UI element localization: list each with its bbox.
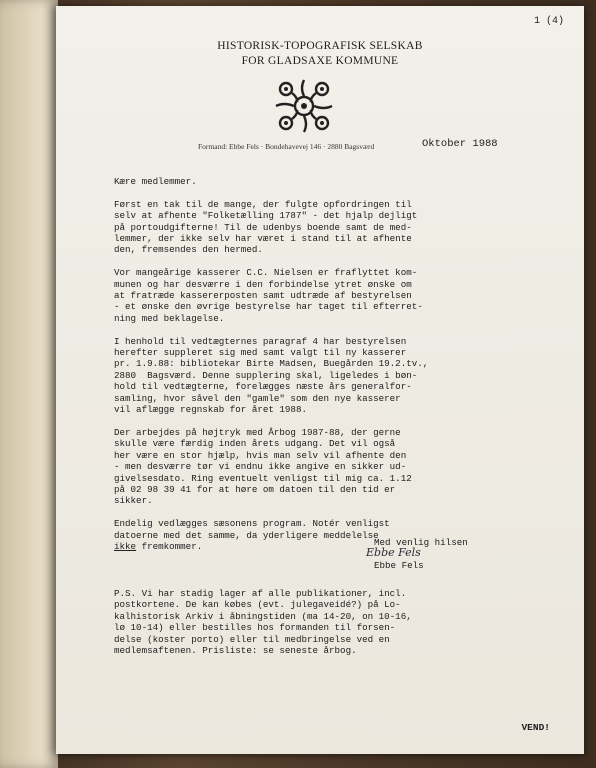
text-line: på 02 98 39 41 for at høre om datoen til den tid er (114, 483, 396, 495)
paragraph-4 (114, 427, 524, 507)
chairman-address: Formand: Ebbe Fels · Bondehavevej 146 · 2880 Bagsværd (198, 142, 375, 151)
ps-line: lø 10-14) eller bestilles hos formanden til forsen- (114, 622, 396, 634)
society-name-line2: FOR GLADSAXE KOMMUNE (241, 55, 399, 67)
paragraph-2 (114, 267, 524, 324)
text-line: Først en tak til de mange, der fulgte opfordringen til (114, 198, 412, 210)
ps-line: medlemsaftenen. Prisliste: se seneste årbog. (114, 645, 357, 657)
text-line: vil aflægge regnskab for året 1988. (114, 404, 307, 416)
text-line: Der arbejdes på højtryk med Årbog 1987-88, der gerne (114, 426, 401, 438)
text-line: lemmer, der ikke selv har været i stand til at afhente (114, 233, 412, 245)
ps-line: kalhistorisk Arkiv i åbningstiden (ma 14-20, on 10-16, (114, 610, 412, 622)
postscript (114, 588, 524, 656)
letter-body (114, 176, 524, 552)
text-line: sikker. (114, 495, 153, 507)
text-line: I henhold til vedtægternes paragraf 4 har bestyrelsen (114, 335, 407, 347)
text-line: skulle være færdig inden årets udgang. Det vil også (114, 438, 396, 450)
text-line: samling, hvor såvel den "gamle" som den nye kasserer (114, 392, 401, 404)
text-line: - men desværre tør vi endnu ikke angive en sikker ud- (114, 461, 407, 473)
text-line: munen og har desværre i den forbindelse ytret ønske om (114, 278, 412, 290)
underlined-word: ikke (114, 540, 137, 552)
previous-page-edge (0, 0, 58, 768)
text-line: på portoudgifterne! Til de udenbys boende samt de med- (114, 221, 412, 233)
society-emblem-icon (272, 76, 336, 136)
text-line: herefter suppleret sig med samt valgt til ny kasserer (114, 347, 407, 359)
text-line: Vor mangeårige kasserer C.C. Nielsen er fraflyttet kom- (114, 267, 418, 279)
letter-date: Oktober 1988 (422, 138, 498, 150)
greeting: Kære medlemmer. (114, 176, 197, 187)
text-line: her være en stor hjælp, hvis man selv vil afhente den (114, 449, 407, 461)
paragraph-3 (114, 336, 524, 416)
text-line: hold til vedtægterne, forelægges næste års generalfor- (114, 381, 412, 393)
text-line: selv at afhente "Folketælling 1787" - det hjalp dejligt (114, 210, 418, 222)
ps-line: delse (koster porto) eller til medbringelse ved en (114, 633, 390, 645)
ps-line: P.S. Vi har stadig lager af alle publikationer, incl. (114, 588, 407, 599)
text-line: ning med beklagelse. (114, 312, 225, 324)
handwritten-signature: Ebbe Fels (366, 546, 421, 559)
text-line: givelsesdato. Ring eventuelt venligst til mig ca. 1.12 (114, 472, 412, 484)
text-line: - et ønske den øvrige bestyrelse har taget til efterret- (114, 301, 423, 313)
ps-line: postkortene. De kan købes (evt. julegaveidé?) på Lo- (114, 599, 401, 611)
paragraph-1 (114, 199, 524, 256)
closing-greeting: Med venlig hilsen (374, 537, 468, 548)
text-line: pr. 1.9.88: bibliotekar Birte Madsen, Buegården 19.2.tv., (114, 358, 429, 370)
society-name-line1: HISTORISK-TOPOGRAFISK SELSKAB (217, 40, 423, 52)
text-line: Endelig vedlægges sæsonens program. Notér venligst (114, 518, 390, 530)
turn-over-note: VEND! (521, 722, 550, 733)
text-line: den, fremsendes den hermed. (114, 244, 263, 256)
page-number: 1 (4) (533, 16, 564, 27)
text-line: at fratræde kassererposten samt udtræde af bestyrelsen (114, 290, 412, 302)
text-rest: fremkommer. (136, 540, 203, 552)
text-line: 2880 Bagsværd. Denne supplering skal, ligeledes i bøn- (114, 369, 418, 381)
signer-name: Ebbe Fels (374, 559, 424, 571)
text-line: datoerne med det samme, da yderligere meddelelse (114, 529, 379, 541)
